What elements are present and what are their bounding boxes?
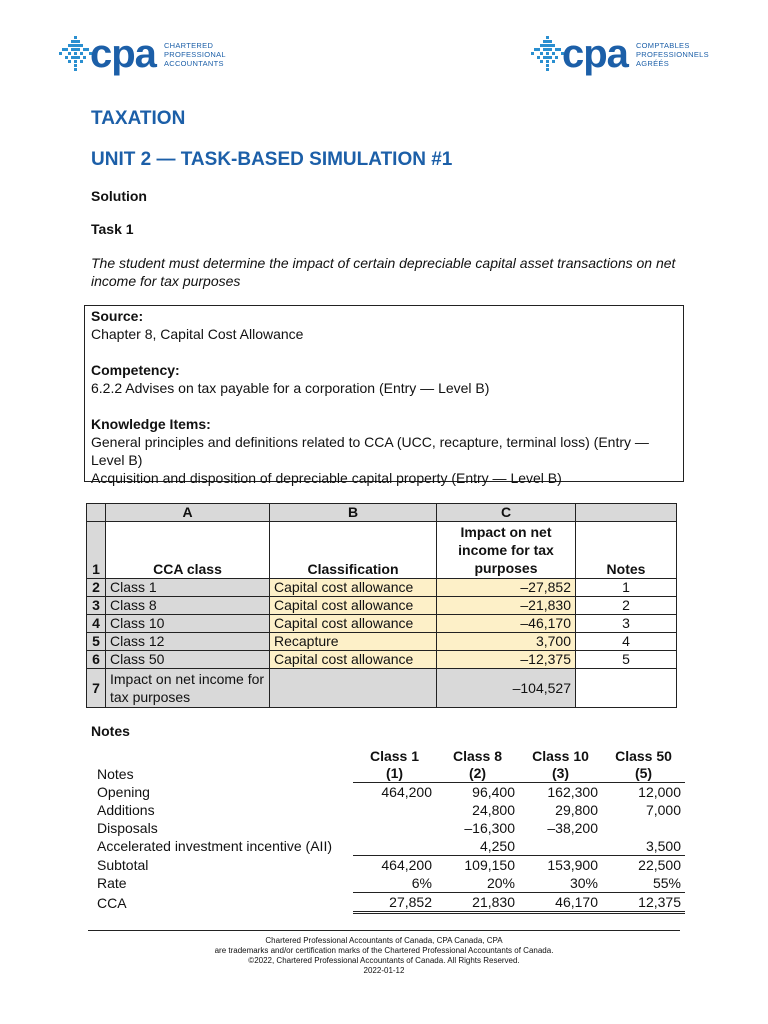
logo-wordmark: cpa: [562, 32, 628, 76]
classification-cell: Capital cost allowance: [270, 579, 437, 597]
column-header: Impact on net income for tax purposes: [437, 522, 576, 579]
column-header: Classification: [270, 522, 437, 579]
note-cell: 1: [576, 579, 677, 597]
knowledge-item: Acquisition and disposition of depreciable capital property (Entry — Level B): [91, 470, 562, 486]
cca-class-cell: Class 50: [106, 651, 270, 669]
cca-impact-table: [86, 503, 677, 708]
row-number: 1: [87, 522, 106, 579]
notes-label: Notes: [97, 765, 134, 782]
notes-heading: Notes: [91, 723, 130, 739]
table-row: 3 Class 8 Capital cost allowance –21,830 2: [87, 597, 677, 615]
note-cell: 5: [576, 651, 677, 669]
document-title: TAXATION: [91, 108, 186, 129]
cca-calculation-table: [93, 748, 685, 914]
column-letter: [576, 504, 677, 522]
classification-cell: Capital cost allowance: [270, 651, 437, 669]
class-header: Class 8 (2): [452, 748, 503, 781]
maple-leaf-icon: [530, 34, 566, 74]
cpa-logo-french: [530, 34, 709, 74]
column-header: Notes: [576, 522, 677, 579]
column-header: CCA class: [106, 522, 270, 579]
class-header: Class 10 (3): [532, 748, 589, 781]
knowledge-label: Knowledge Items:: [91, 416, 211, 432]
calc-row: Accelerated investment incentive (AII) 4,250 3,500: [93, 837, 685, 856]
source-competency-box: [84, 305, 684, 486]
calc-row: Subtotal 464,200 109,150 153,900 22,500: [97, 856, 681, 873]
source-text: Chapter 8, Capital Cost Allowance: [91, 326, 304, 342]
note-cell: 4: [576, 633, 677, 651]
total-row: 7 Impact on net income for tax purposes –104,527: [87, 669, 677, 708]
task-heading: Task 1: [91, 221, 134, 237]
note-cell: 3: [576, 615, 677, 633]
table-row: 4 Class 10 Capital cost allowance –46,170 3: [87, 615, 677, 633]
class-header: Class 1 (1): [369, 748, 420, 781]
classification-cell: Capital cost allowance: [270, 615, 437, 633]
calc-row: Additions 24,800 29,800 7,000: [97, 802, 681, 818]
cca-class-cell: Class 12: [106, 633, 270, 651]
logo-wordmark: cpa: [90, 32, 156, 76]
column-letter: A: [106, 504, 270, 522]
calc-row: Disposals –16,300 –38,200: [97, 820, 598, 836]
calc-row: Rate 6% 20% 30% 55%: [93, 874, 685, 893]
column-letter: B: [270, 504, 437, 522]
corner-cell: [87, 504, 106, 522]
classification-cell: Recapture: [270, 633, 437, 651]
table-row: 6 Class 50 Capital cost allowance –12,375 5: [87, 651, 677, 669]
footer-divider: [88, 930, 680, 931]
knowledge-item: General principles and definitions related to CCA (UCC, recapture, terminal loss) (Entry — Level B): [91, 434, 649, 468]
cca-class-cell: Class 1: [106, 579, 270, 597]
impact-cell: 3,700: [437, 633, 576, 651]
footer: Chartered Professional Accountants of Canada, CPA Canada, CPA are trademarks and/or certification marks of the Chartered Professional Accountants of Canada. ©2022, Chartered Professional Accountants of Canada. All Rights Reserved. 2022-01-12: [214, 936, 554, 975]
table-row: 5 Class 12 Recapture 3,700 4: [87, 633, 677, 651]
impact-cell: –21,830: [437, 597, 576, 615]
competency-text: 6.2.2 Advises on tax payable for a corporation (Entry — Level B): [91, 380, 490, 396]
total-label: Impact on net income for tax purposes: [106, 669, 270, 708]
classification-cell: Capital cost allowance: [270, 597, 437, 615]
total-value: –104,527: [437, 669, 576, 708]
competency-label: Competency:: [91, 362, 180, 378]
cpa-logo-english: [58, 34, 226, 74]
cca-class-cell: Class 8: [106, 597, 270, 615]
column-letter: C: [437, 504, 576, 522]
document-subtitle: UNIT 2 — TASK-BASED SIMULATION #1: [91, 149, 453, 170]
source-label: Source:: [91, 308, 144, 324]
cca-class-cell: Class 10: [106, 615, 270, 633]
logo-subtitle: CHARTERED PROFESSIONAL ACCOUNTANTS: [163, 40, 226, 68]
impact-cell: –12,375: [437, 651, 576, 669]
impact-cell: –46,170: [437, 615, 576, 633]
impact-cell: –27,852: [437, 579, 576, 597]
maple-leaf-icon: [58, 34, 94, 74]
task-description: The student must determine the impact of certain depreciable capital asset transactions on net income for tax purposes: [91, 255, 676, 289]
class-header: Class 50 (5): [615, 748, 672, 781]
note-cell: 2: [576, 597, 677, 615]
calc-row: CCA 27,852 21,830 46,170 12,375: [93, 893, 685, 913]
logo-subtitle: COMPTABLES PROFESSIONNELS AGRÉÉS: [635, 40, 709, 68]
solution-heading: Solution: [91, 188, 147, 204]
calc-row: Opening 464,200 96,400 162,300 12,000: [93, 783, 685, 802]
table-row: 2 Class 1 Capital cost allowance –27,852 1: [87, 579, 677, 597]
